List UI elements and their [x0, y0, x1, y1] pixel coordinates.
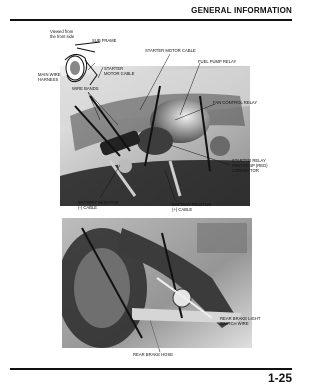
sub-frame-label: SUB FRAME: [92, 38, 117, 43]
battery-negative-line2: (-) CABLE: [78, 205, 98, 210]
main-wire-harness-line1: MAIN WIRE: [38, 72, 61, 77]
rear-brake-light-switch-wire-line1: REAR BRAKE LIGHT: [220, 316, 261, 321]
inset-view-label-line2: the front side: [50, 34, 75, 39]
fan-control-relay-label: FAN CONTROL RELAY: [213, 100, 258, 105]
inset-view-label-line1: Viewed from: [50, 29, 74, 34]
starter-relay-connector-label: [232, 158, 268, 173]
rear-brake-light-switch-wire-line2: SWITCH WIRE: [220, 321, 249, 326]
starter-motor-cable-inset-line2: MOTOR CABLE: [104, 71, 135, 76]
starter-relay-connector-line1: STARTER RELAY: [232, 158, 266, 163]
page-number: 1-25: [267, 371, 292, 385]
footer-rule: [10, 368, 292, 370]
main-wire-harness-line2: HARNESS: [38, 77, 59, 82]
rear-brake-light-switch-wire-label: [220, 316, 261, 326]
starter-motor-cable-inset-line1: STARTER: [104, 66, 124, 71]
wire-bands-label: WIRE BANDS: [72, 86, 99, 91]
fuel-pump-relay-label: FUEL PUMP RELAY: [198, 59, 237, 64]
starter-motor-cable-label: STARTER MOTOR CABLE: [145, 48, 196, 53]
battery-positive-line2: (+) CABLE: [172, 207, 193, 212]
battery-positive-label: [172, 202, 211, 212]
starter-relay-connector-line3: CONNECTOR: [232, 168, 259, 173]
main-wire-harness-label: [38, 72, 61, 82]
inset-view-label: [50, 29, 74, 39]
starter-motor-cable-inset-label: [104, 66, 134, 76]
battery-positive-line1: BATTERY POSITIVE: [172, 202, 212, 207]
rear-brake-hose-label: REAR BRAKE HOSE: [133, 352, 174, 357]
section-title: GENERAL INFORMATION: [191, 6, 292, 15]
battery-negative-label: [78, 200, 119, 210]
bottom-figure-photo: [62, 218, 252, 348]
battery-negative-line1: BATTERY NEGATIVE: [78, 200, 119, 205]
starter-relay-connector-line2: SWITCH 4P (RED): [232, 163, 268, 168]
